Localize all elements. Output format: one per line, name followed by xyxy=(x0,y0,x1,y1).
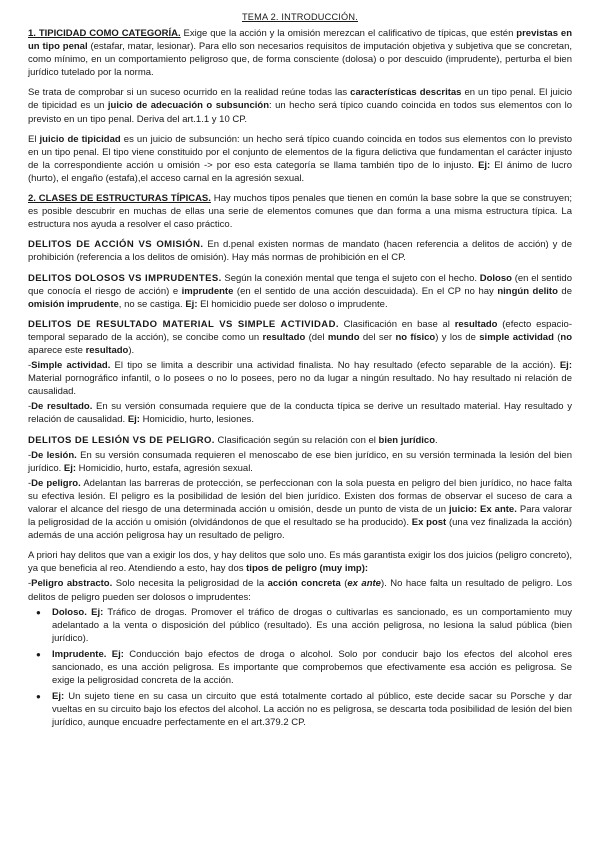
bold-text: Ej: xyxy=(185,298,198,310)
bold-text: juicio: Ex ante. xyxy=(449,504,517,515)
bold-text: resultado xyxy=(262,331,306,343)
bold-text: resultado xyxy=(454,318,498,330)
bold-text: resultado xyxy=(85,344,129,356)
text: Según la conexión mental que tenga el sujeto con el hecho. xyxy=(221,272,480,284)
text: (una vez finalizada la acción) además de una acción peligrosa hay un resultado de peligro. xyxy=(28,517,573,542)
text: Clasificación según su relación con el xyxy=(214,434,379,446)
text: . xyxy=(435,434,438,446)
bold-text: simple actividad xyxy=(479,331,554,343)
text: ). No hace falta un resultado de peligro. Los delitos de peligro pueden ser dolosos o imprudentes: xyxy=(28,578,572,603)
text: - xyxy=(28,360,32,372)
bold-italic-text: ex ante xyxy=(347,578,381,590)
bold-text: mundo xyxy=(327,331,360,343)
bold-text: omisión imprudente xyxy=(28,298,119,310)
bold-text: Ej: xyxy=(63,462,77,474)
text: En d.penal existen normas de mandato (hacen referencia a delitos de acción) y de prohibición (referencia a los delitos de omisión). Hay más normas de prohibición en el CP. xyxy=(28,239,572,264)
text: es un juicio de subsunción: un hecho será típico cuando coincida en todos sus elementos con lo previsto en un tipo penal. El tipo viene constituido por el conjunto de elementos de la figura delictiva que fundamentan el carácter injusto de la correspondiente acción u omisión -> por eso esta categoría se llama también tipo de lo injusto. xyxy=(28,133,572,171)
text: - xyxy=(28,401,32,413)
dolosos-imprudentes-paragraph xyxy=(28,272,572,311)
text: aparece este xyxy=(28,344,86,356)
text: (en el sentido que conocía el riesgo de acción) e xyxy=(28,272,572,297)
text: - xyxy=(28,449,32,461)
text: Exige que la acción y la omisión merezcan el calificativo de típicas, que estén xyxy=(180,28,517,39)
bold-text: Imprudente. Ej: xyxy=(52,648,124,660)
subheading: DELITOS DOLOSOS VS IMPRUDENTES. xyxy=(28,272,222,284)
resultado-actividad-paragraph xyxy=(28,318,572,357)
lesion-peligro-paragraph xyxy=(28,434,572,447)
text: (estafar, matar, lesionar). Para ello son necesarios requisitos de imputación objetiva y subjetiva que se concretan, como mínimo, en un comportamiento peligroso que, de forma consciente (dolosa) o por descuido (imprudente), perturba el bien jurídico tutelado por la norma. xyxy=(28,41,572,79)
text: Homicidio, hurto, lesiones. xyxy=(139,414,255,426)
bold-text: Ej: xyxy=(559,360,572,372)
bold-text: Doloso xyxy=(479,272,512,284)
bold-text: Ej: xyxy=(478,159,491,171)
bold-text: Ej: xyxy=(52,691,65,703)
bold-text: De peligro. xyxy=(31,477,81,489)
bold-text: tipos de peligro (muy imp): xyxy=(246,563,369,575)
text: A priori hay delitos que van a exigir los dos, y hay delitos que solo uno. Es más garantista exigir los dos juicios (peligro concreto), ya que beneficia al reo. Atendiendo a esto, hay dos xyxy=(28,550,572,575)
bold-text: acción concreta xyxy=(267,578,341,590)
text: El xyxy=(28,133,40,145)
bold-text: no xyxy=(560,331,573,343)
bold-text: juicio de tipicidad xyxy=(39,133,121,145)
bold-text: previstas en un tipo penal xyxy=(28,28,572,53)
text: del ser xyxy=(359,331,396,343)
de-peligro-paragraph xyxy=(28,477,572,542)
text: En su versión consumada requieren el menoscabo de ese bien jurídico, en su versión terminada la lesión del bien jurídico. xyxy=(28,449,572,474)
tipos-peligro-paragraph xyxy=(28,549,572,575)
text: El tipo se limita a describir una actividad finalista. No hay resultado (efecto separable de la acción). xyxy=(110,360,560,372)
text: El ánimo de lucro (hurto), el engaño (estafa),el acceso carnal en la agresión sexual. xyxy=(28,159,572,184)
subheading: DELITOS DE LESIÓN VS DE PELIGRO. xyxy=(28,434,215,446)
text: Para valorar la peligrosidad de la acción u omisión (olvidándonos de que el resultado se ha producido). xyxy=(28,504,573,529)
bold-text: Simple actividad. xyxy=(31,360,111,372)
text: - xyxy=(28,477,32,489)
tipicidad-paragraph xyxy=(28,133,572,185)
bold-text: De lesión. xyxy=(31,449,77,461)
bold-text: De resultado. xyxy=(31,401,93,413)
bold-text: características descritas xyxy=(350,87,462,99)
bold-text: Ex post xyxy=(411,517,447,529)
peligro-abstracto-paragraph xyxy=(28,577,572,603)
text: Adelantan las barreras de protección, se perfeccionan con la sola puesta en peligro del bien jurídico, no hace falta su efectiva lesión. El peligro es la posibilidad de lesión del bien jurídico. Existen dos formas de observar el suceso de cara a valorar el alcance del riesgo de una determinada acción u omisión, desde un punto de vista de un xyxy=(28,477,573,515)
subsumption-paragraph xyxy=(28,86,572,125)
section-2-paragraph xyxy=(28,192,572,231)
text: en un tipo penal. El juicio de tipicidad es un xyxy=(28,87,572,112)
text: El homicidio puede ser doloso o imprudente. xyxy=(197,298,388,310)
text: Clasificación en base al xyxy=(338,318,455,330)
text: Material pornográfico infantil, o lo posees o no lo posees, pero no da lugar a ningún resultado. No hay resultado ni relación de causalidad. xyxy=(28,373,572,398)
bold-text: juicio de adecuación o subsunción xyxy=(107,100,269,112)
bold-text: imprudente xyxy=(181,285,234,297)
text: (en el sentido de una acción descuidada). En el CP no hay xyxy=(233,285,498,297)
text: : un hecho será típico cuando coincida en todos sus elementos con lo previsto en un tipo penal. Deriva del art.1.1 y 10 CP. xyxy=(28,100,572,125)
list-item xyxy=(52,606,572,645)
text: ( xyxy=(553,331,561,343)
section-2-heading: 2. CLASES DE ESTRUCTURAS TÍPICAS. xyxy=(28,193,211,205)
text: (efecto espacio-temporal separado de la acción), se concibe como un xyxy=(28,318,572,343)
text: (del xyxy=(305,331,328,343)
subheading: DELITOS DE RESULTADO MATERIAL VS SIMPLE ACTIVIDAD. xyxy=(28,318,339,330)
text: Hay muchos tipos penales que tienen en común la base sobre la que se construyen; es posible descubrir en muchas de ellas una serie de elementos comunes que dan forma a una misma estructura típica. La estructura nos ayuda a resolver el caso práctico. xyxy=(28,193,572,231)
de-lesion-paragraph xyxy=(28,449,572,475)
document-page xyxy=(28,12,572,733)
list-item xyxy=(52,690,572,729)
text: En su versión consumada requiere que de la conducta típica se derive un resultado material. Hay resultado y relación de causalidad. xyxy=(28,401,572,426)
examples-list xyxy=(28,606,572,730)
accion-omision-paragraph xyxy=(28,238,572,264)
bold-text: Ej: xyxy=(127,414,140,426)
list-item xyxy=(52,648,572,687)
text: de xyxy=(557,285,572,297)
text: Se trata de comprobar si un suceso ocurrido en la realidad reúne todas las xyxy=(28,87,351,99)
text: Homicidio, hurto, estafa, agresión sexual. xyxy=(76,462,253,474)
text: ( xyxy=(340,578,348,590)
text: Solo necesita la peligrosidad de la xyxy=(112,578,268,590)
bold-text: ningún delito xyxy=(497,285,558,297)
bold-text: Doloso. Ej: xyxy=(52,606,104,618)
text: Tráfico de drogas. Promover el tráfico de drogas o cultivarlas es sancionado, es un comportamiento muy adelantado a la venta o disposición del público (resultado). Es una acción peligrosa, no lesiona la salud pública (bien jurídico). xyxy=(52,606,572,644)
section-1-heading: 1. TIPICIDAD COMO CATEGORÍA. xyxy=(28,28,181,39)
text: Un sujeto tiene en su casa un circuito que está totalmente cortado al público, este decide sacar su Porsche y dar vueltas en su circuito bajo los efectos del alcohol. La acción no es peligrosa, se descarta toda posibilidad de lesión del bien jurídico, aunque encuadre perfectamente en el art.379.2 CP. xyxy=(52,691,572,729)
text: - xyxy=(28,578,32,590)
bold-text: bien jurídico xyxy=(378,434,436,446)
bold-text: Peligro abstracto. xyxy=(31,578,113,590)
section-1-paragraph xyxy=(28,27,572,79)
text: ) y los de xyxy=(435,331,480,343)
text: ). xyxy=(128,344,135,356)
text: , no se castiga. xyxy=(118,298,186,310)
document-title: TEMA 2. INTRODUCCIÓN. xyxy=(242,12,358,22)
de-resultado-paragraph xyxy=(28,400,572,426)
bold-text: no físico xyxy=(395,331,436,343)
subheading: DELITOS DE ACCIÓN VS OMISIÓN. xyxy=(28,239,204,251)
simple-actividad-paragraph xyxy=(28,359,572,398)
text: Conducción bajo efectos de droga o alcohol. Solo por conducir bajo los efectos del alcohol eres sancionado, es una acción peligrosa. Es importante que comprobemos que efectivamente esa acción es peligrosa. Se exige la peligrosidad concreta de la acción. xyxy=(52,648,572,687)
